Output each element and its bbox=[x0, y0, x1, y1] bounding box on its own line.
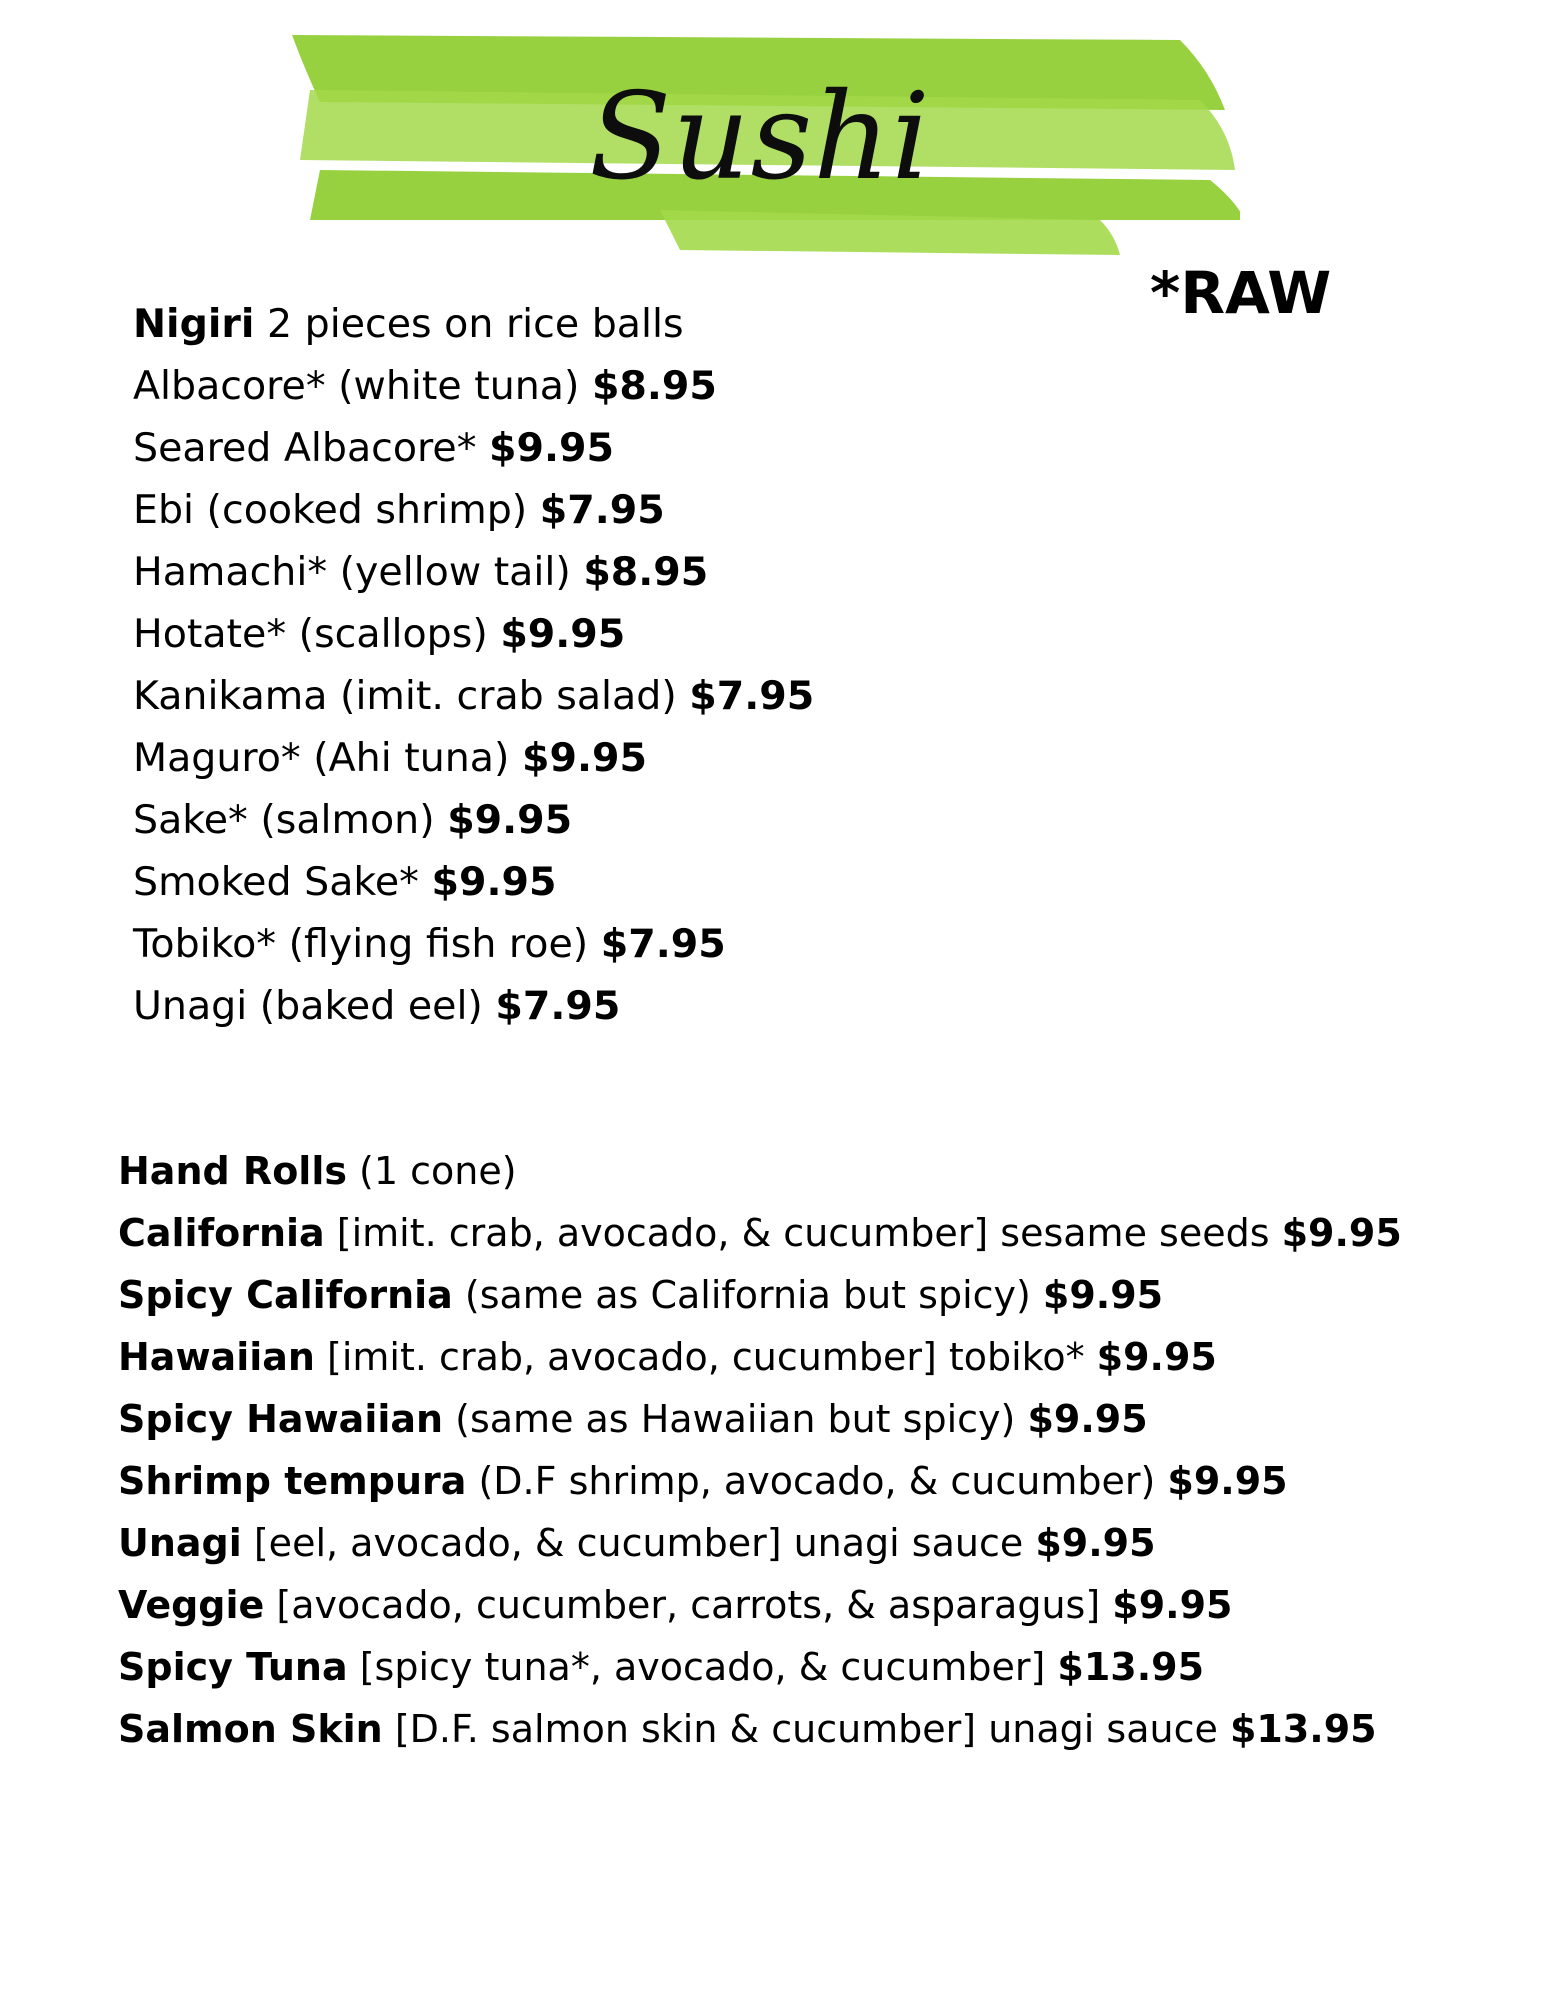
item-name: Shrimp tempura bbox=[118, 1459, 467, 1503]
menu-item bbox=[118, 1574, 1402, 1636]
item-price: $7.95 bbox=[495, 983, 621, 1029]
item-description: [imit. crab, avocado, & cucumber] sesame seeds bbox=[324, 1211, 1282, 1255]
item-price: $9.95 bbox=[431, 859, 557, 905]
item-price: $9.95 bbox=[1281, 1211, 1402, 1255]
menu-item bbox=[133, 355, 814, 417]
menu-item bbox=[118, 1636, 1402, 1698]
menu-item bbox=[118, 1202, 1402, 1264]
menu-item bbox=[133, 417, 814, 479]
menu-item bbox=[133, 851, 814, 913]
menu-item bbox=[133, 913, 814, 975]
item-price: $13.95 bbox=[1229, 1707, 1377, 1751]
item-description: [D.F. salmon skin & cucumber] unagi sauce bbox=[382, 1707, 1230, 1751]
item-price: $9.95 bbox=[1096, 1335, 1217, 1379]
item-name: California bbox=[118, 1211, 325, 1255]
item-description: [spicy tuna*, avocado, & cucumber] bbox=[347, 1645, 1058, 1689]
item-name: Unagi (baked eel) bbox=[133, 983, 483, 1029]
menu-item bbox=[118, 1450, 1402, 1512]
item-price: $9.95 bbox=[500, 611, 626, 657]
item-price: $9.95 bbox=[489, 425, 614, 471]
item-name: Kanikama (imit. crab salad) bbox=[133, 673, 677, 719]
item-name: Hamachi* (yellow tail) bbox=[133, 549, 571, 595]
menu-item bbox=[133, 789, 814, 851]
item-name: Unagi bbox=[118, 1521, 242, 1565]
menu-title: Sushi bbox=[589, 68, 931, 207]
menu-item bbox=[133, 603, 814, 665]
title-banner bbox=[280, 30, 1240, 260]
item-name: Maguro* (Ahi tuna) bbox=[133, 735, 510, 781]
item-name: Spicy California bbox=[118, 1273, 453, 1317]
item-description: (same as California but spicy) bbox=[452, 1273, 1043, 1317]
item-price: $9.95 bbox=[447, 797, 573, 843]
item-description: [eel, avocado, & cucumber] unagi sauce bbox=[241, 1521, 1036, 1565]
item-name: Salmon Skin bbox=[118, 1707, 383, 1751]
item-description: (same as Hawaiian but spicy) bbox=[443, 1397, 1028, 1441]
item-price: $8.95 bbox=[591, 363, 717, 409]
menu-item bbox=[133, 975, 814, 1037]
section-subheading: 2 pieces on rice balls bbox=[254, 301, 684, 347]
item-name: Veggie bbox=[118, 1583, 265, 1627]
item-price: $7.95 bbox=[689, 673, 815, 719]
item-price: $7.95 bbox=[600, 921, 726, 967]
item-name: Hotate* (scallops) bbox=[133, 611, 488, 657]
menu-item bbox=[118, 1698, 1402, 1760]
item-name: Seared Albacore* bbox=[133, 425, 477, 471]
menu-item bbox=[118, 1388, 1402, 1450]
item-name: Smoked Sake* bbox=[133, 859, 419, 905]
section-heading: Nigiri bbox=[133, 301, 255, 347]
item-name: Spicy Hawaiian bbox=[118, 1397, 444, 1441]
item-price: $9.95 bbox=[1167, 1459, 1288, 1503]
item-price: $13.95 bbox=[1057, 1645, 1205, 1689]
item-price: $9.95 bbox=[1042, 1273, 1164, 1317]
item-price: $9.95 bbox=[1112, 1583, 1233, 1627]
item-price: $7.95 bbox=[539, 487, 665, 533]
item-description: (D.F shrimp, avocado, & cucumber) bbox=[466, 1459, 1168, 1503]
item-description: [avocado, cucumber, carrots, & asparagus] bbox=[264, 1583, 1113, 1627]
item-name: Ebi (cooked shrimp) bbox=[133, 487, 528, 533]
item-price: $8.95 bbox=[583, 549, 709, 595]
menu-item bbox=[133, 727, 814, 789]
section-subheading: (1 cone) bbox=[346, 1149, 517, 1193]
item-price: $9.95 bbox=[521, 735, 647, 781]
nigiri-header bbox=[133, 293, 814, 355]
item-price: $9.95 bbox=[1027, 1397, 1148, 1441]
hand-rolls-section bbox=[118, 1140, 1402, 1760]
menu-item bbox=[133, 665, 814, 727]
menu-item bbox=[133, 541, 814, 603]
item-name: Sake* (salmon) bbox=[133, 797, 435, 843]
nigiri-section bbox=[133, 293, 814, 1037]
raw-legend: *RAW bbox=[1150, 259, 1332, 327]
menu-item bbox=[118, 1326, 1402, 1388]
hand-rolls-header bbox=[118, 1140, 1402, 1202]
menu-item bbox=[118, 1264, 1402, 1326]
section-heading: Hand Rolls bbox=[118, 1149, 347, 1193]
item-name: Tobiko* (flying fish roe) bbox=[133, 921, 589, 967]
menu-item bbox=[118, 1512, 1402, 1574]
item-price: $9.95 bbox=[1035, 1521, 1156, 1565]
menu-item bbox=[133, 479, 814, 541]
item-description: [imit. crab, avocado, cucumber] tobiko* bbox=[314, 1335, 1097, 1379]
item-name: Hawaiian bbox=[118, 1335, 315, 1379]
item-name: Spicy Tuna bbox=[118, 1645, 348, 1689]
item-name: Albacore* (white tuna) bbox=[133, 363, 580, 409]
